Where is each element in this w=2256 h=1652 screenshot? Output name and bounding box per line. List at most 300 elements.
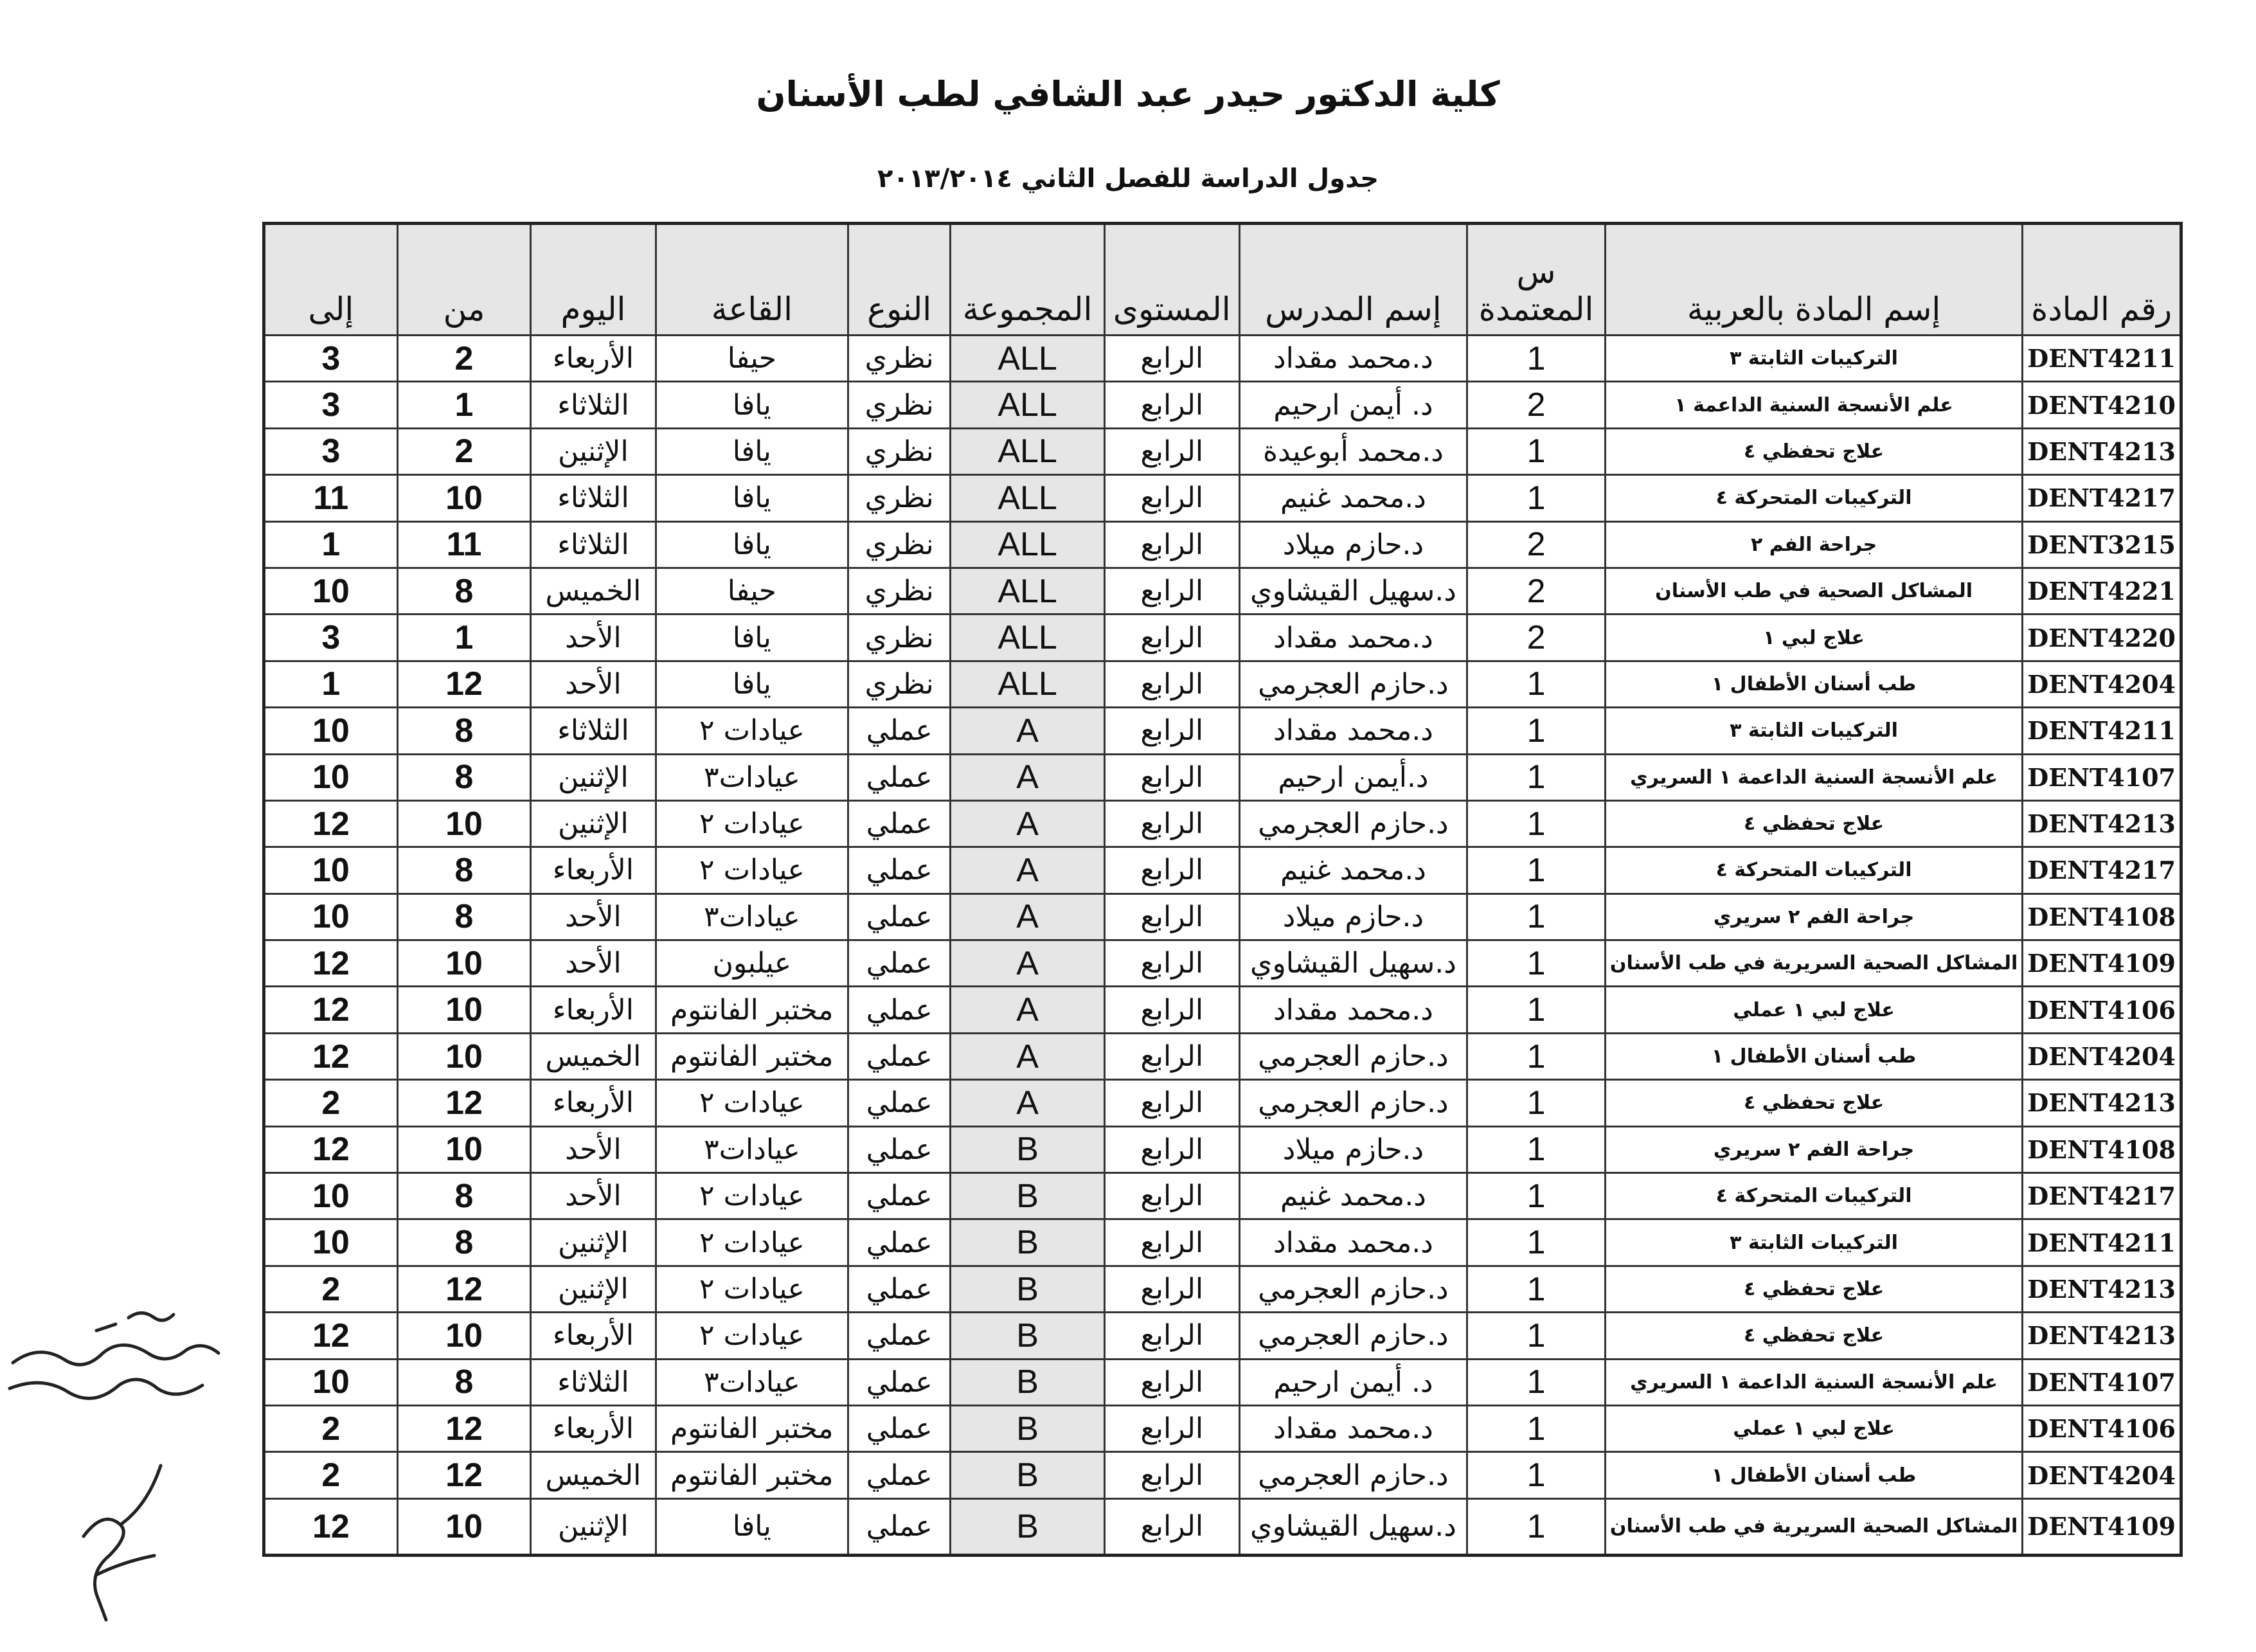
table-row — [264, 1498, 2181, 1555]
cell-group: A — [951, 847, 1105, 893]
cell-from: 12 — [397, 1080, 531, 1126]
cell-group: B — [951, 1173, 1105, 1219]
cell-group: B — [951, 1452, 1105, 1498]
cell-to: 10 — [264, 893, 398, 940]
cell-code: DENT4221 — [2023, 568, 2181, 614]
header-from: من — [397, 224, 531, 336]
cell-teacher: د.محمد غنيم — [1239, 475, 1467, 521]
cell-room: عيادات ٢ — [656, 1080, 848, 1126]
table-row — [264, 1033, 2181, 1079]
cell-credit: 1 — [1467, 847, 1606, 893]
cell-code: DENT4217 — [2023, 1173, 2181, 1219]
cell-to: 2 — [264, 1405, 398, 1451]
cell-day: الأربعاء — [531, 987, 656, 1033]
cell-day: الأحد — [531, 893, 656, 940]
header-credit-top: س — [1516, 253, 1556, 291]
cell-day: الإثنين — [531, 1266, 656, 1312]
cell-from: 12 — [397, 1266, 531, 1312]
page-subtitle: جدول الدراسة للفصل الثاني ٢٠١٣/٢٠١٤ — [877, 164, 1379, 193]
cell-level: الرابع — [1104, 1313, 1239, 1359]
cell-code: DENT4204 — [2023, 1452, 2181, 1498]
cell-name: علاج تحفظي ٤ — [1605, 428, 2022, 474]
header-type: النوع — [848, 224, 951, 336]
cell-from: 10 — [397, 800, 531, 847]
cell-credit: 1 — [1467, 708, 1606, 754]
cell-type: عملي — [848, 940, 951, 987]
cell-type: نظري — [848, 475, 951, 521]
cell-level: الرابع — [1104, 1498, 1239, 1555]
cell-room: مختبر الفانتوم — [656, 1405, 848, 1451]
cell-from: 10 — [397, 1498, 531, 1555]
cell-credit: 2 — [1467, 382, 1606, 428]
cell-credit: 1 — [1467, 661, 1606, 707]
cell-level: الرابع — [1104, 1266, 1239, 1312]
table-row — [264, 708, 2181, 754]
cell-day: الثلاثاء — [531, 382, 656, 428]
cell-type: نظري — [848, 428, 951, 474]
cell-group: ALL — [951, 521, 1105, 568]
cell-code: DENT4217 — [2023, 847, 2181, 893]
table-row — [264, 336, 2181, 382]
table-row — [264, 800, 2181, 847]
cell-name: التركيبات المتحركة ٤ — [1605, 475, 2022, 521]
cell-credit: 1 — [1467, 754, 1606, 800]
cell-day: الإثنين — [531, 428, 656, 474]
cell-level: الرابع — [1104, 1080, 1239, 1126]
cell-room: عيادات ٢ — [656, 1173, 848, 1219]
cell-group: B — [951, 1266, 1105, 1312]
header-credit — [1467, 224, 1606, 336]
cell-level: الرابع — [1104, 336, 1239, 382]
cell-teacher: د.حازم ميلاد — [1239, 893, 1467, 940]
cell-to: 12 — [264, 1313, 398, 1359]
cell-code: DENT4211 — [2023, 708, 2181, 754]
cell-to: 11 — [264, 475, 398, 521]
cell-teacher: د.سهيل القيشاوي — [1239, 568, 1467, 614]
header-credit-bottom: المعتمدة — [1478, 291, 1594, 328]
cell-name: علاج تحفظي ٤ — [1605, 1313, 2022, 1359]
table-row — [264, 1405, 2181, 1451]
cell-type: عملي — [848, 1266, 951, 1312]
cell-from: 10 — [397, 1033, 531, 1079]
cell-room: عيادات٣ — [656, 1359, 848, 1405]
cell-to: 10 — [264, 1359, 398, 1405]
cell-credit: 1 — [1467, 1266, 1606, 1312]
cell-to: 12 — [264, 1498, 398, 1555]
cell-teacher: د.أيمن ارحيم — [1239, 754, 1467, 800]
cell-to: 3 — [264, 382, 398, 428]
cell-from: 8 — [397, 893, 531, 940]
cell-code: DENT4109 — [2023, 940, 2181, 987]
cell-from: 10 — [397, 475, 531, 521]
cell-room: عيلبون — [656, 940, 848, 987]
cell-credit: 1 — [1467, 1359, 1606, 1405]
cell-credit: 1 — [1467, 475, 1606, 521]
cell-group: B — [951, 1405, 1105, 1451]
cell-credit: 1 — [1467, 1313, 1606, 1359]
cell-room: يافا — [656, 475, 848, 521]
cell-code: DENT4213 — [2023, 1313, 2181, 1359]
cell-type: عملي — [848, 1452, 951, 1498]
header-group: المجموعة — [951, 224, 1105, 336]
cell-room: يافا — [656, 1498, 848, 1555]
cell-credit: 1 — [1467, 1405, 1606, 1451]
cell-room: عيادات ٢ — [656, 800, 848, 847]
cell-level: الرابع — [1104, 940, 1239, 987]
cell-day: الثلاثاء — [531, 521, 656, 568]
table-row — [264, 615, 2181, 661]
cell-level: الرابع — [1104, 428, 1239, 474]
cell-code: DENT4109 — [2023, 1498, 2181, 1555]
cell-name: علاج تحفظي ٤ — [1605, 1266, 2022, 1312]
cell-to: 2 — [264, 1452, 398, 1498]
cell-code: DENT4213 — [2023, 1080, 2181, 1126]
table-row — [264, 754, 2181, 800]
table-row — [264, 521, 2181, 568]
cell-code: DENT4204 — [2023, 661, 2181, 707]
cell-type: نظري — [848, 568, 951, 614]
cell-teacher: د.محمد مقداد — [1239, 1219, 1467, 1266]
cell-teacher: د. أيمن ارحيم — [1239, 1359, 1467, 1405]
cell-code: DENT4220 — [2023, 615, 2181, 661]
cell-credit: 2 — [1467, 521, 1606, 568]
cell-type: نظري — [848, 336, 951, 382]
cell-type: عملي — [848, 754, 951, 800]
table-row — [264, 382, 2181, 428]
cell-group: ALL — [951, 615, 1105, 661]
cell-group: A — [951, 1080, 1105, 1126]
cell-teacher: د.محمد أبوعيدة — [1239, 428, 1467, 474]
cell-teacher: د.محمد مقداد — [1239, 987, 1467, 1033]
table-row — [264, 568, 2181, 614]
cell-day: الأربعاء — [531, 1405, 656, 1451]
cell-credit: 2 — [1467, 615, 1606, 661]
cell-from: 10 — [397, 1126, 531, 1172]
cell-credit: 1 — [1467, 336, 1606, 382]
cell-to: 10 — [264, 754, 398, 800]
cell-day: الإثنين — [531, 1498, 656, 1555]
cell-day: الثلاثاء — [531, 1359, 656, 1405]
cell-teacher: د.محمد مقداد — [1239, 708, 1467, 754]
table-row — [264, 475, 2181, 521]
cell-name: علاج لبي ١ عملي — [1605, 1405, 2022, 1451]
cell-to: 3 — [264, 336, 398, 382]
cell-credit: 1 — [1467, 428, 1606, 474]
cell-teacher: د.حازم العجرمي — [1239, 1266, 1467, 1312]
cell-name: علاج تحفظي ٤ — [1605, 1080, 2022, 1126]
cell-type: عملي — [848, 1173, 951, 1219]
cell-name: علاج لبي ١ عملي — [1605, 987, 2022, 1033]
cell-room: يافا — [656, 661, 848, 707]
cell-teacher: د.سهيل القيشاوي — [1239, 1498, 1467, 1555]
cell-to: 3 — [264, 428, 398, 474]
cell-level: الرابع — [1104, 615, 1239, 661]
cell-from: 2 — [397, 336, 531, 382]
cell-level: الرابع — [1104, 1033, 1239, 1079]
cell-room: يافا — [656, 615, 848, 661]
cell-name: علم الأنسجة السنية الداعمة ١ — [1605, 382, 2022, 428]
cell-name: التركيبات الثابتة ٣ — [1605, 1219, 2022, 1266]
cell-credit: 1 — [1467, 1126, 1606, 1172]
cell-group: A — [951, 708, 1105, 754]
cell-teacher: د.حازم العجرمي — [1239, 800, 1467, 847]
cell-credit: 1 — [1467, 1080, 1606, 1126]
cell-teacher: د.حازم العجرمي — [1239, 661, 1467, 707]
cell-room: عيادات٣ — [656, 893, 848, 940]
cell-to: 3 — [264, 615, 398, 661]
cell-level: الرابع — [1104, 568, 1239, 614]
cell-room: عيادات٣ — [656, 1126, 848, 1172]
cell-to: 12 — [264, 1033, 398, 1079]
cell-to: 1 — [264, 521, 398, 568]
cell-group: A — [951, 940, 1105, 987]
cell-type: عملي — [848, 893, 951, 940]
cell-name: طب أسنان الأطفال ١ — [1605, 1452, 2022, 1498]
cell-from: 8 — [397, 754, 531, 800]
signature-image — [0, 1292, 257, 1652]
cell-name: التركيبات الثابتة ٣ — [1605, 336, 2022, 382]
cell-day: الإثنين — [531, 800, 656, 847]
cell-from: 8 — [397, 1173, 531, 1219]
cell-day: الأحد — [531, 940, 656, 987]
cell-room: عيادات٣ — [656, 754, 848, 800]
cell-teacher: د.حازم العجرمي — [1239, 1080, 1467, 1126]
cell-day: الأربعاء — [531, 1313, 656, 1359]
cell-code: DENT4108 — [2023, 893, 2181, 940]
cell-from: 12 — [397, 1452, 531, 1498]
cell-group: B — [951, 1313, 1105, 1359]
cell-name: جراحة الفم ٢ — [1605, 521, 2022, 568]
cell-day: الأربعاء — [531, 336, 656, 382]
table-row — [264, 1313, 2181, 1359]
cell-code: DENT4213 — [2023, 428, 2181, 474]
table-row — [264, 1173, 2181, 1219]
cell-from: 1 — [397, 615, 531, 661]
cell-to: 1 — [264, 661, 398, 707]
cell-name: علاج لبي ١ — [1605, 615, 2022, 661]
header-name: إسم المادة بالعربية — [1605, 224, 2022, 336]
cell-group: ALL — [951, 336, 1105, 382]
cell-day: الأربعاء — [531, 1080, 656, 1126]
cell-type: عملي — [848, 1080, 951, 1126]
cell-from: 10 — [397, 987, 531, 1033]
cell-from: 8 — [397, 847, 531, 893]
cell-type: نظري — [848, 382, 951, 428]
cell-group: A — [951, 800, 1105, 847]
cell-room: يافا — [656, 382, 848, 428]
table-row — [264, 847, 2181, 893]
cell-type: عملي — [848, 847, 951, 893]
cell-day: الخميس — [531, 568, 656, 614]
cell-group: A — [951, 987, 1105, 1033]
cell-level: الرابع — [1104, 661, 1239, 707]
table-row — [264, 1126, 2181, 1172]
cell-code: DENT4108 — [2023, 1126, 2181, 1172]
header-room: القاعة — [656, 224, 848, 336]
cell-level: الرابع — [1104, 521, 1239, 568]
cell-name: المشاكل الصحية السريرية في طب الأسنان — [1605, 1498, 2022, 1555]
schedule-body — [264, 336, 2181, 1556]
cell-day: الأربعاء — [531, 847, 656, 893]
cell-level: الرابع — [1104, 382, 1239, 428]
cell-teacher: د.محمد مقداد — [1239, 615, 1467, 661]
cell-level: الرابع — [1104, 1452, 1239, 1498]
header-level: المستوى — [1104, 224, 1239, 336]
cell-room: عيادات ٢ — [656, 1219, 848, 1266]
cell-room: مختبر الفانتوم — [656, 1033, 848, 1079]
cell-code: DENT4210 — [2023, 382, 2181, 428]
cell-day: الأحد — [531, 1173, 656, 1219]
cell-level: الرابع — [1104, 987, 1239, 1033]
cell-group: ALL — [951, 475, 1105, 521]
cell-from: 12 — [397, 661, 531, 707]
cell-credit: 1 — [1467, 940, 1606, 987]
cell-level: الرابع — [1104, 893, 1239, 940]
table-row — [264, 428, 2181, 474]
cell-day: الأحد — [531, 1126, 656, 1172]
cell-credit: 1 — [1467, 893, 1606, 940]
cell-room: يافا — [656, 428, 848, 474]
cell-to: 12 — [264, 1126, 398, 1172]
cell-to: 2 — [264, 1266, 398, 1312]
cell-code: DENT4213 — [2023, 1266, 2181, 1312]
cell-to: 10 — [264, 847, 398, 893]
cell-teacher: د.سهيل القيشاوي — [1239, 940, 1467, 987]
cell-code: DENT4106 — [2023, 1405, 2181, 1451]
cell-level: الرابع — [1104, 475, 1239, 521]
cell-group: A — [951, 893, 1105, 940]
cell-level: الرابع — [1104, 1173, 1239, 1219]
cell-code: DENT4106 — [2023, 987, 2181, 1033]
cell-name: المشاكل الصحية في طب الأسنان — [1605, 568, 2022, 614]
cell-code: DENT4213 — [2023, 800, 2181, 847]
cell-name: طب أسنان الأطفال ١ — [1605, 661, 2022, 707]
cell-to: 10 — [264, 1219, 398, 1266]
cell-credit: 1 — [1467, 1033, 1606, 1079]
table-row — [264, 1452, 2181, 1498]
cell-teacher: د.محمد غنيم — [1239, 1173, 1467, 1219]
cell-teacher: د.محمد مقداد — [1239, 336, 1467, 382]
cell-code: DENT4217 — [2023, 475, 2181, 521]
cell-level: الرابع — [1104, 1359, 1239, 1405]
header-day: اليوم — [531, 224, 656, 336]
cell-level: الرابع — [1104, 1219, 1239, 1266]
cell-from: 2 — [397, 428, 531, 474]
cell-level: الرابع — [1104, 847, 1239, 893]
cell-credit: 1 — [1467, 987, 1606, 1033]
cell-day: الأحد — [531, 615, 656, 661]
cell-group: A — [951, 1033, 1105, 1079]
cell-type: عملي — [848, 1219, 951, 1266]
cell-teacher: د.محمد غنيم — [1239, 847, 1467, 893]
cell-type: عملي — [848, 1126, 951, 1172]
cell-to: 10 — [264, 708, 398, 754]
cell-room: عيادات ٢ — [656, 1266, 848, 1312]
cell-type: عملي — [848, 987, 951, 1033]
cell-day: الثلاثاء — [531, 475, 656, 521]
cell-level: الرابع — [1104, 708, 1239, 754]
schedule-table — [262, 222, 2183, 1557]
cell-level: الرابع — [1104, 754, 1239, 800]
cell-teacher: د.محمد مقداد — [1239, 1405, 1467, 1451]
cell-code: DENT4107 — [2023, 1359, 2181, 1405]
cell-from: 8 — [397, 1219, 531, 1266]
cell-teacher: د.حازم العجرمي — [1239, 1313, 1467, 1359]
cell-group: B — [951, 1498, 1105, 1555]
cell-day: الأحد — [531, 661, 656, 707]
cell-room: يافا — [656, 521, 848, 568]
cell-teacher: د. أيمن ارحيم — [1239, 382, 1467, 428]
header-to: إلى — [264, 224, 398, 336]
cell-code: DENT4107 — [2023, 754, 2181, 800]
cell-group: ALL — [951, 568, 1105, 614]
cell-from: 12 — [397, 1405, 531, 1451]
cell-level: الرابع — [1104, 1126, 1239, 1172]
cell-level: الرابع — [1104, 1405, 1239, 1451]
cell-type: عملي — [848, 1359, 951, 1405]
cell-group: ALL — [951, 428, 1105, 474]
cell-name: المشاكل الصحية السريرية في طب الأسنان — [1605, 940, 2022, 987]
cell-day: الخميس — [531, 1452, 656, 1498]
cell-code: DENT3215 — [2023, 521, 2181, 568]
cell-name: التركيبات المتحركة ٤ — [1605, 1173, 2022, 1219]
cell-credit: 1 — [1467, 1173, 1606, 1219]
table-row — [264, 1266, 2181, 1312]
cell-type: نظري — [848, 615, 951, 661]
table-row — [264, 893, 2181, 940]
cell-credit: 1 — [1467, 800, 1606, 847]
cell-from: 1 — [397, 382, 531, 428]
cell-from: 8 — [397, 1359, 531, 1405]
cell-code: DENT4211 — [2023, 1219, 2181, 1266]
cell-day: الخميس — [531, 1033, 656, 1079]
header-row — [264, 224, 2181, 336]
cell-teacher: د.حازم العجرمي — [1239, 1452, 1467, 1498]
cell-name: علاج تحفظي ٤ — [1605, 800, 2022, 847]
cell-type: عملي — [848, 1313, 951, 1359]
page-title: كلية الدكتور حيدر عبد الشافي لطب الأسنان — [756, 74, 1500, 114]
cell-room: مختبر الفانتوم — [656, 1452, 848, 1498]
cell-type: نظري — [848, 661, 951, 707]
cell-credit: 1 — [1467, 1498, 1606, 1555]
cell-day: الثلاثاء — [531, 708, 656, 754]
cell-name: جراحة الفم ٢ سريري — [1605, 1126, 2022, 1172]
header-code: رقم المادة — [2023, 224, 2181, 336]
table-row — [264, 940, 2181, 987]
cell-to: 10 — [264, 1173, 398, 1219]
cell-room: عيادات ٢ — [656, 847, 848, 893]
cell-room: مختبر الفانتوم — [656, 987, 848, 1033]
cell-from: 8 — [397, 568, 531, 614]
table-row — [264, 1080, 2181, 1126]
table-row — [264, 1219, 2181, 1266]
cell-type: عملي — [848, 1033, 951, 1079]
cell-type: عملي — [848, 1405, 951, 1451]
cell-to: 12 — [264, 800, 398, 847]
cell-group: ALL — [951, 382, 1105, 428]
cell-name: طب أسنان الأطفال ١ — [1605, 1033, 2022, 1079]
table-row — [264, 1359, 2181, 1405]
cell-name: جراحة الفم ٢ سريري — [1605, 893, 2022, 940]
cell-name: علم الأنسجة السنية الداعمة ١ السريري — [1605, 754, 2022, 800]
cell-to: 10 — [264, 568, 398, 614]
cell-credit: 1 — [1467, 1452, 1606, 1498]
cell-name: التركيبات المتحركة ٤ — [1605, 847, 2022, 893]
cell-to: 2 — [264, 1080, 398, 1126]
cell-name: التركيبات الثابتة ٣ — [1605, 708, 2022, 754]
cell-to: 12 — [264, 940, 398, 987]
table-row — [264, 987, 2181, 1033]
